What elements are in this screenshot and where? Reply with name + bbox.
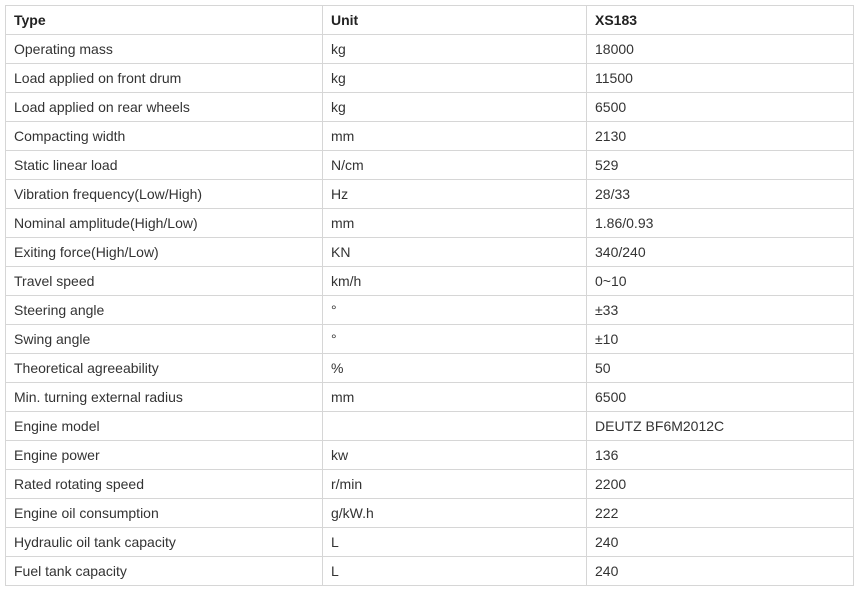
table-row (6, 180, 854, 209)
header-unit: Unit (323, 6, 587, 35)
value-cell: ±33 (587, 296, 854, 325)
table-row (6, 296, 854, 325)
value-cell: 222 (587, 499, 854, 528)
param-cell: Static linear load (6, 151, 323, 180)
value-cell: 240 (587, 528, 854, 557)
table-row (6, 412, 854, 441)
param-cell: Hydraulic oil tank capacity (6, 528, 323, 557)
value-cell: 529 (587, 151, 854, 180)
table-row (6, 93, 854, 122)
param-cell: Fuel tank capacity (6, 557, 323, 586)
value-cell: 11500 (587, 64, 854, 93)
value-cell: 6500 (587, 93, 854, 122)
param-cell: Engine model (6, 412, 323, 441)
param-cell: Load applied on rear wheels (6, 93, 323, 122)
param-cell: Swing angle (6, 325, 323, 354)
table-row (6, 557, 854, 586)
table-row (6, 267, 854, 296)
table-body (6, 35, 854, 586)
value-cell: 2130 (587, 122, 854, 151)
param-cell: Load applied on front drum (6, 64, 323, 93)
param-cell: Operating mass (6, 35, 323, 64)
value-cell: 1.86/0.93 (587, 209, 854, 238)
unit-cell: kg (323, 35, 587, 64)
unit-cell: ° (323, 325, 587, 354)
param-cell: Theoretical agreeability (6, 354, 323, 383)
unit-cell: kw (323, 441, 587, 470)
unit-cell: ° (323, 296, 587, 325)
value-cell: 28/33 (587, 180, 854, 209)
unit-cell: L (323, 528, 587, 557)
table-header (6, 6, 854, 35)
param-cell: Min. turning external radius (6, 383, 323, 412)
unit-cell: % (323, 354, 587, 383)
table-row (6, 354, 854, 383)
unit-cell: Hz (323, 180, 587, 209)
param-cell: Rated rotating speed (6, 470, 323, 499)
value-cell: 18000 (587, 35, 854, 64)
unit-cell: mm (323, 383, 587, 412)
table-row (6, 64, 854, 93)
unit-cell: g/kW.h (323, 499, 587, 528)
header-type: Type (6, 6, 323, 35)
param-cell: Engine oil consumption (6, 499, 323, 528)
param-cell: Travel speed (6, 267, 323, 296)
table-row (6, 35, 854, 64)
table-row (6, 441, 854, 470)
value-cell: 240 (587, 557, 854, 586)
table-row (6, 209, 854, 238)
value-cell: 50 (587, 354, 854, 383)
header-model: XS183 (587, 6, 854, 35)
table-row (6, 238, 854, 267)
unit-cell: kg (323, 64, 587, 93)
param-cell: Exiting force(High/Low) (6, 238, 323, 267)
unit-cell (323, 412, 587, 441)
table-row (6, 122, 854, 151)
param-cell: Engine power (6, 441, 323, 470)
value-cell: 2200 (587, 470, 854, 499)
unit-cell: km/h (323, 267, 587, 296)
param-cell: Steering angle (6, 296, 323, 325)
unit-cell: mm (323, 122, 587, 151)
value-cell: 340/240 (587, 238, 854, 267)
table-row (6, 470, 854, 499)
header-row (6, 6, 854, 35)
table-row (6, 528, 854, 557)
spec-table (5, 5, 854, 586)
table-row (6, 325, 854, 354)
unit-cell: kg (323, 93, 587, 122)
value-cell: ±10 (587, 325, 854, 354)
table-row (6, 499, 854, 528)
table-row (6, 383, 854, 412)
value-cell: 136 (587, 441, 854, 470)
table-row (6, 151, 854, 180)
unit-cell: KN (323, 238, 587, 267)
param-cell: Compacting width (6, 122, 323, 151)
unit-cell: r/min (323, 470, 587, 499)
param-cell: Vibration frequency(Low/High) (6, 180, 323, 209)
unit-cell: L (323, 557, 587, 586)
value-cell: DEUTZ BF6M2012C (587, 412, 854, 441)
param-cell: Nominal amplitude(High/Low) (6, 209, 323, 238)
unit-cell: N/cm (323, 151, 587, 180)
value-cell: 0~10 (587, 267, 854, 296)
value-cell: 6500 (587, 383, 854, 412)
unit-cell: mm (323, 209, 587, 238)
